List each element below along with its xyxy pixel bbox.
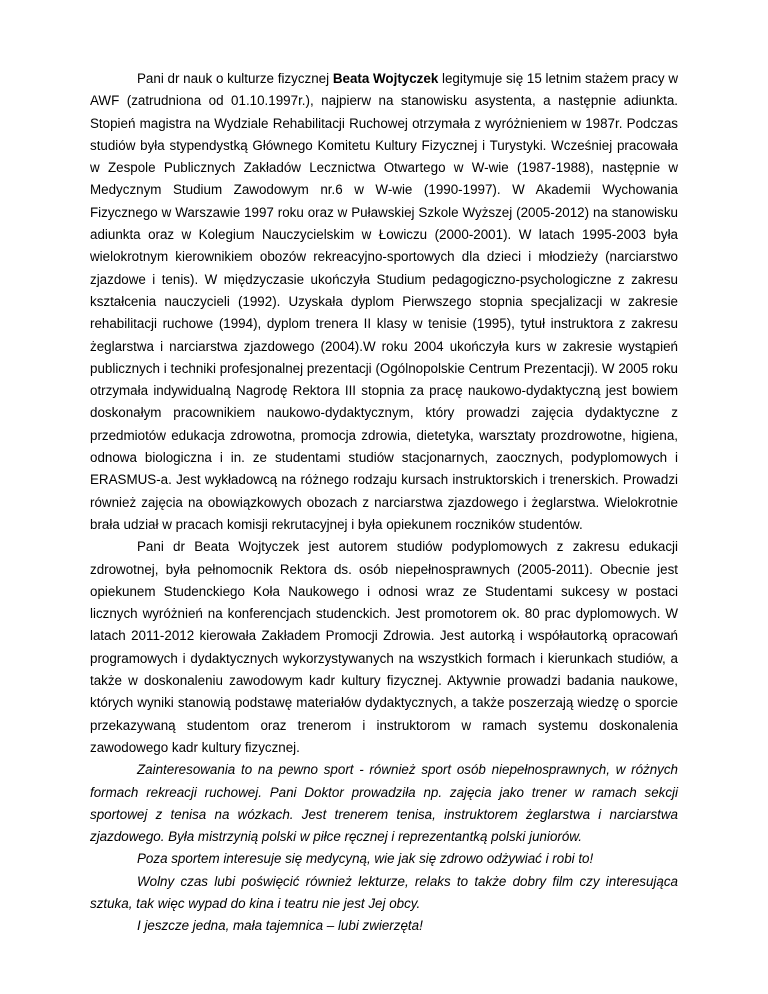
career-text: legitymuje się 15 letnim stażem pracy w AWF (zatrudniona od 01.10.1997r.), najpierw na stanowisku asystenta, a następnie adiunkta. Stopień magistra na Wydziale Rehabilitacji Ruchowej otrzymała z wyróżnieniem w 1987r. Podczas studiów była stypendystką Głównego Komitetu Kultury Fizycznej i Turystyki. Wcześniej pracowała w Zespole Publicznych Zakładów Lecznictwa Otwartego w W-wie (1987-1988), następnie w Medycznym Studium Zawodowym nr.6 w W-wie (1990-1997). W Akademii Wychowania Fizycznego w Warszawie 1997 roku oraz w Puławskiej Szkole Wyższej (2005-2012) na stanowisku adiunkta oraz w Kolegium Nauczycielskim w Łowiczu (2000-2001). W latach 1995-2003 była wielokrotnym kierownikiem obozów rekreacyjno-sportowych dla dzieci i młodzieży (narciarstwo zjazdowe i tenis). W międzyczasie ukończyła Studium pedagogiczno-psychologiczne z zakresu kształcenia nauczycieli (1992). Uzyskała dyplom Pierwszego stopnia specjalizacji w zakresie rehabilitacji ruchowe (1994), dyplom trenera II klasy w tenisie (1995), tytuł instruktora z zakresu żeglarstwa i narciarstwa zjazdowego (2004).W roku 2004 ukończyła kurs w zakresie wystąpień publicznych i techniki profesjonalnej prezentacji (Ogólnopolskie Centrum Prezentacji). W 2005 roku otrzymała indywidualną Nagrodę Rektora III stopnia za pracę naukowo-dydaktyczną jest bowiem doskonałym pracownikiem naukowo-dydaktycznym, który prowadzi zajęcia dydaktyczne z przedmiotów edukacja zdrowotna, promocja zdrowia, dietetyka, warsztaty prozdrowotne, higiena, odnowa biologiczna i in. ze studentami studiów stacjonarnych, zaocznych, podyplomowych i ERASMUS-a. Jest wykładowcą na różnego rodzaju kursach instruktorskich i trenerskich. Prowadzi również zajęcia na obowiązkowych obozach z narciarstwa zjazdowego i żeglarstwa. Wielokrotnie brała udział w pracach komisji rekrutacyjnej i była opiekunem roczników studentów.: [90, 71, 678, 532]
paragraph-achievements: Pani dr Beata Wojtyczek jest autorem studiów podyplomowych z zakresu edukacji zdrowotnej, była pełnomocnik Rektora ds. osób niepełnosprawnych (2005-2011). Obecnie jest opiekunem Studenckiego Koła Naukowego i odnosi wraz ze Studentami sukcesy w postaci licznych wyróżnień na konferencjach studenckich. Jest promotorem ok. 80 prac dyplomowych. W latach 2011-2012 kierowała Zakładem Promocji Zdrowia. Jest autorką i współautorką opracowań programowych i dydaktycznych wykorzystywanych na wszystkich formach i kierunkach studiów, a także w doskonaleniu zawodowym kadr kultury fizycznej. Aktywnie prowadzi badania naukowe, których wyniki stanowią podstawę materiałów dydaktycznych, a także poszerzają wiedzę o sporcie przekazywaną studentom oraz trenerom i instruktorom w ramach systemu doskonalenia zawodowego kadr kultury fizycznej.: [90, 539, 678, 755]
paragraph-career: [90, 68, 678, 536]
person-name: Beata Wojtyczek: [332, 71, 439, 86]
paragraph-interests: Zainteresowania to na pewno sport - również sport osób niepełnosprawnych, w różnych formach rekreacji ruchowej. Pani Doktor prowadziła np. zajęcia jako trener w ramach sekcji sportowej z tenisa na wózkach. Jest trenerem tenisa, instruktorem żeglarstwa i narciarstwa zjazdowego. Była mistrzynią polski w piłce ręcznej i reprezentantką polski juniorów.: [90, 762, 678, 845]
intro-text: Pani dr nauk o kulturze fizycznej: [137, 71, 333, 86]
paragraph-free-time: Wolny czas lubi poświęcić również lekturze, relaks to także dobry film czy interesująca sztuka, tak więc wypad do kina i teatru nie jest Jej obcy.: [90, 873, 678, 911]
document-page: [90, 68, 678, 938]
paragraph-health: Poza sportem interesuje się medycyną, wie jak się zdrowo odżywiać i robi to!: [137, 851, 594, 867]
paragraph-secret: I jeszcze jedna, mała tajemnica – lubi zwierzęta!: [137, 918, 423, 934]
